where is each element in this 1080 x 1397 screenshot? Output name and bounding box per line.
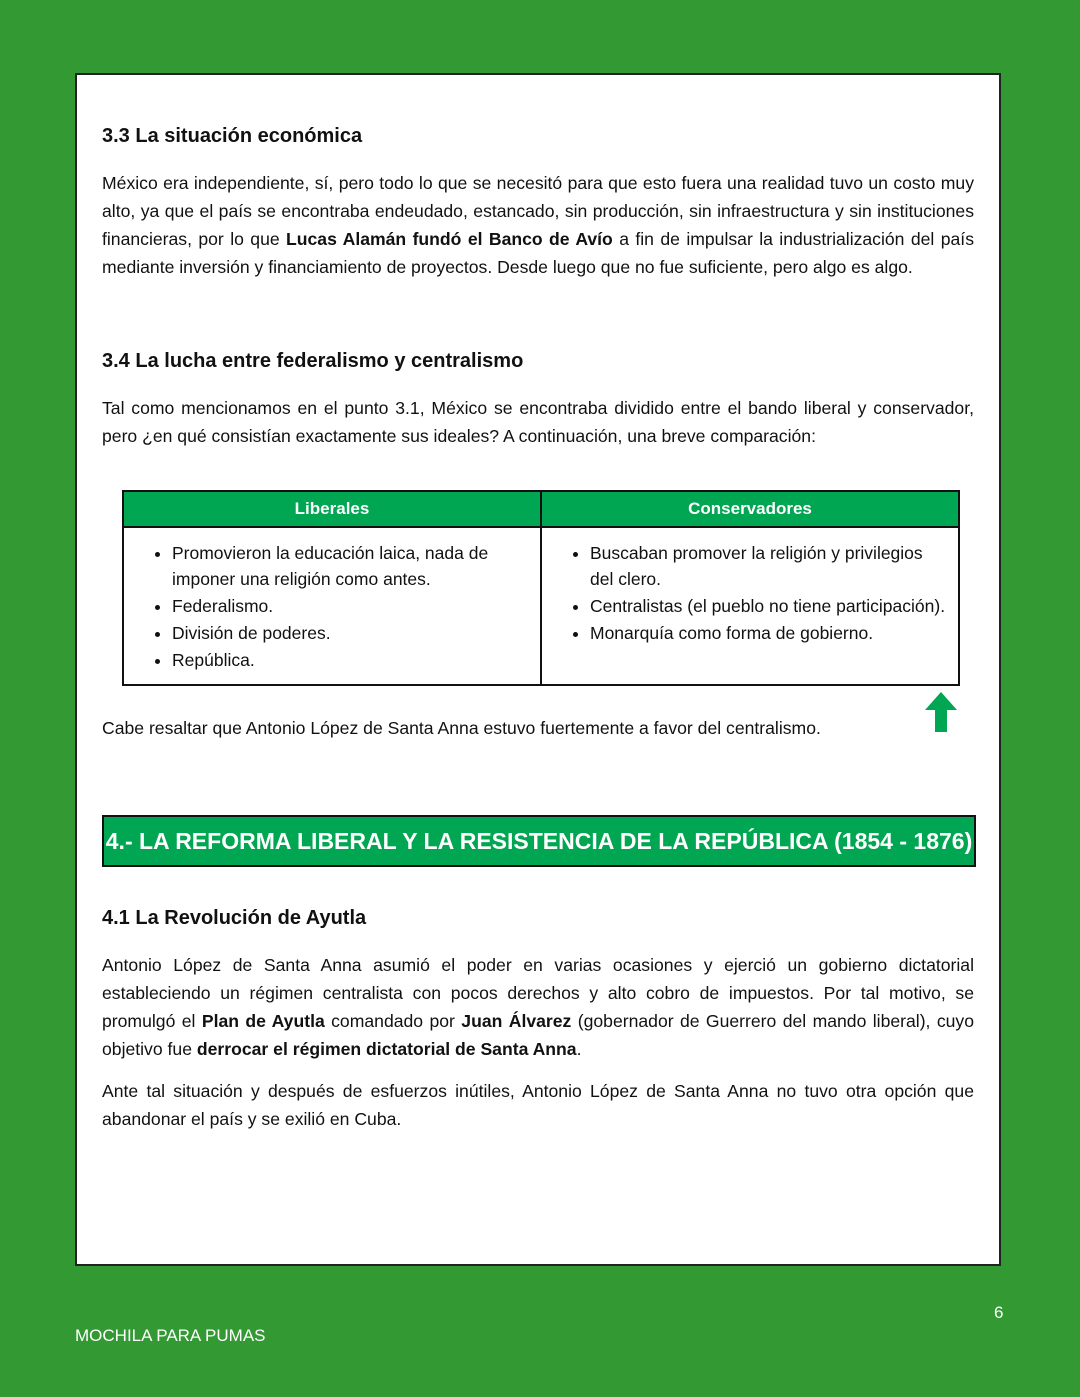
table-header-conservadores: Conservadores — [541, 491, 959, 527]
list-item: • Federalismo. — [172, 593, 530, 619]
list-item: • Monarquía como forma de gobierno. — [590, 620, 948, 646]
list-item: • Promovieron la educación laica, nada de imponer una religión como antes. — [172, 540, 530, 592]
section-3-3-heading: 3.3 La situación económica — [102, 125, 363, 147]
document-page — [75, 73, 1001, 1266]
table-header-liberales: Liberales — [123, 491, 541, 527]
section-4-1-paragraph-2: Ante tal situación y después de esfuerzos inútiles, Antonio López de Santa Anna no tuvo otra opción que abandonar el país y se exilió en Cuba. — [102, 1081, 974, 1129]
section-4-1-paragraph-1: Antonio López de Santa Anna asumió el poder en varias ocasiones y ejerció un gobierno dictatorial estableciendo un régimen centralista con pocos derechos y alto cobro de impuestos. Por tal motivo, se promulgó el Plan de Ayutla comandado por Juan Álvarez (gobernador de Guerrero del mando liberal), cuyo objetivo fue derrocar el régimen dictatorial de Santa Anna. — [102, 955, 974, 1059]
section-3-4-heading: 3.4 La lucha entre federalismo y centralismo — [102, 350, 524, 372]
section-3-3-paragraph: México era independiente, sí, pero todo lo que se necesitó para que esto fuera una realidad tuvo un costo muy alto, ya que el país se encontraba endeudado, estancado, sin producción, sin infraestructura y sin instituciones financieras, por lo que Lucas Alamán fundó el Banco de Avío a fin de impulsar la industrialización del país mediante inversión y financiamiento de proyectos. Desde luego que no fue suficiente, pero algo es algo. — [102, 173, 974, 277]
section-4-title: 4.- LA REFORMA LIBERAL Y LA RESISTENCIA DE LA REPÚBLICA (1854 - 1876) — [105, 827, 973, 854]
comparison-table — [122, 490, 960, 686]
list-item: • República. — [172, 647, 530, 673]
section-4-title-bar — [102, 815, 976, 867]
liberales-cell — [123, 527, 541, 685]
page-number: 6 — [994, 1303, 1004, 1322]
conservadores-cell — [541, 527, 959, 685]
list-item: • Buscaban promover la religión y privilegios del clero. — [590, 540, 948, 592]
section-4-1-heading: 4.1 La Revolución de Ayutla — [102, 907, 367, 929]
list-item: • Centralistas (el pueblo no tiene participación). — [590, 593, 948, 619]
list-item: • División de poderes. — [172, 620, 530, 646]
footer-brand: MOCHILA PARA PUMAS — [75, 1326, 266, 1345]
centralism-note: Cabe resaltar que Antonio López de Santa Anna estuvo fuertemente a favor del centralismo. — [102, 718, 821, 738]
section-3-4-paragraph: Tal como mencionamos en el punto 3.1, México se encontraba dividido entre el bando liberal y conservador, pero ¿en qué consistían exactamente sus ideales? A continuación, una breve comparación: — [102, 398, 974, 446]
